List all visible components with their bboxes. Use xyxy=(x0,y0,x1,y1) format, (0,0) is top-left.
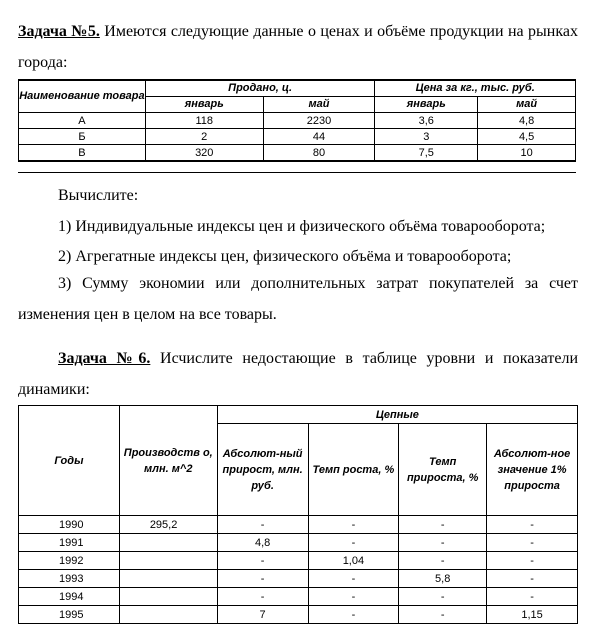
prices-table xyxy=(18,79,576,162)
cell: 4,8 xyxy=(478,113,576,129)
sub-header: январь xyxy=(145,97,263,113)
sub-header: январь xyxy=(375,97,478,113)
cell xyxy=(119,534,217,552)
compute-item-3 xyxy=(18,268,578,330)
chain-header: Цепные xyxy=(217,406,577,424)
prod-header: Производств о, млн. м^2 xyxy=(119,406,217,516)
cell: 10 xyxy=(478,145,576,162)
cell: - xyxy=(217,516,308,534)
table-row xyxy=(19,606,578,624)
cell: Б xyxy=(19,129,146,145)
cell: 2230 xyxy=(263,113,375,129)
cell: - xyxy=(487,552,578,570)
col-name-header: Наименование товара xyxy=(19,80,146,113)
cell: - xyxy=(308,534,399,552)
cell: А xyxy=(19,113,146,129)
table-row xyxy=(19,516,578,534)
dynamics-table xyxy=(18,405,578,624)
table-rule xyxy=(18,172,576,173)
cell: - xyxy=(399,588,487,606)
cell: - xyxy=(399,606,487,624)
cell: - xyxy=(308,570,399,588)
cell: 1994 xyxy=(19,588,120,606)
cell: 4,8 xyxy=(217,534,308,552)
cell: 2 xyxy=(145,129,263,145)
cell: 1991 xyxy=(19,534,120,552)
cell: 118 xyxy=(145,113,263,129)
cell xyxy=(119,552,217,570)
task5-intro xyxy=(18,16,578,78)
sub-header: Темп прироста, % xyxy=(399,424,487,516)
sub-header: май xyxy=(478,97,576,113)
cell: 80 xyxy=(263,145,375,162)
cell: 1995 xyxy=(19,606,120,624)
table-row xyxy=(19,588,578,606)
cell: 1993 xyxy=(19,570,120,588)
years-header: Годы xyxy=(19,406,120,516)
cell: 1992 xyxy=(19,552,120,570)
cell: 44 xyxy=(263,129,375,145)
cell: - xyxy=(308,606,399,624)
cell: - xyxy=(217,552,308,570)
compute-label: Вычислите: xyxy=(58,187,139,204)
cell: - xyxy=(399,552,487,570)
cell xyxy=(119,570,217,588)
cell: - xyxy=(217,570,308,588)
task5-text: Имеются следующие данные о ценах и объёме продукции на рынках города: xyxy=(18,23,579,71)
table-row xyxy=(19,145,576,162)
cell: - xyxy=(399,516,487,534)
cell: 295,2 xyxy=(119,516,217,534)
compute-item-2: 2) Агрегатные индексы цен, физического объёма и товарооборота; xyxy=(58,248,512,265)
price-header: Цена за кг., тыс. руб. xyxy=(375,80,576,97)
table-row xyxy=(19,129,576,145)
cell: - xyxy=(308,516,399,534)
task6-label: Задача №6. xyxy=(58,350,151,367)
cell: - xyxy=(308,588,399,606)
sub-header: май xyxy=(263,97,375,113)
cell: 7,5 xyxy=(375,145,478,162)
compute-item-1: 1) Индивидуальные индексы цен и физического объёма товарооборота; xyxy=(58,218,546,235)
sub-header: Темп роста, % xyxy=(308,424,399,516)
task5-label: Задача №5. xyxy=(18,23,100,40)
cell: 320 xyxy=(145,145,263,162)
task6-intro xyxy=(18,343,578,405)
cell: - xyxy=(487,570,578,588)
cell xyxy=(119,606,217,624)
cell: - xyxy=(217,588,308,606)
cell: 4,5 xyxy=(478,129,576,145)
sub-header: Абсолют-ный прирост, млн. руб. xyxy=(217,424,308,516)
cell: - xyxy=(487,534,578,552)
cell: 1,04 xyxy=(308,552,399,570)
task6-text: Исчислите недостающие в таблице уровни и показатели динамики: xyxy=(18,350,579,398)
cell: 3 xyxy=(375,129,478,145)
table-row xyxy=(19,552,578,570)
table-row xyxy=(19,534,578,552)
cell: - xyxy=(487,588,578,606)
table-row xyxy=(19,570,578,588)
cell: - xyxy=(399,534,487,552)
table-row xyxy=(19,113,576,129)
cell: В xyxy=(19,145,146,162)
cell: 5,8 xyxy=(399,570,487,588)
compute-item-3-text: 3) Сумму экономии или дополнительных затрат покупателей за счет изменения цен в целом на все товары. xyxy=(18,275,578,323)
cell: - xyxy=(487,516,578,534)
cell: 7 xyxy=(217,606,308,624)
cell: 3,6 xyxy=(375,113,478,129)
cell xyxy=(119,588,217,606)
sold-header: Продано, ц. xyxy=(145,80,375,97)
sub-header: Абсолют-ное значение 1% прироста xyxy=(487,424,578,516)
cell: 1,15 xyxy=(487,606,578,624)
cell: 1990 xyxy=(19,516,120,534)
